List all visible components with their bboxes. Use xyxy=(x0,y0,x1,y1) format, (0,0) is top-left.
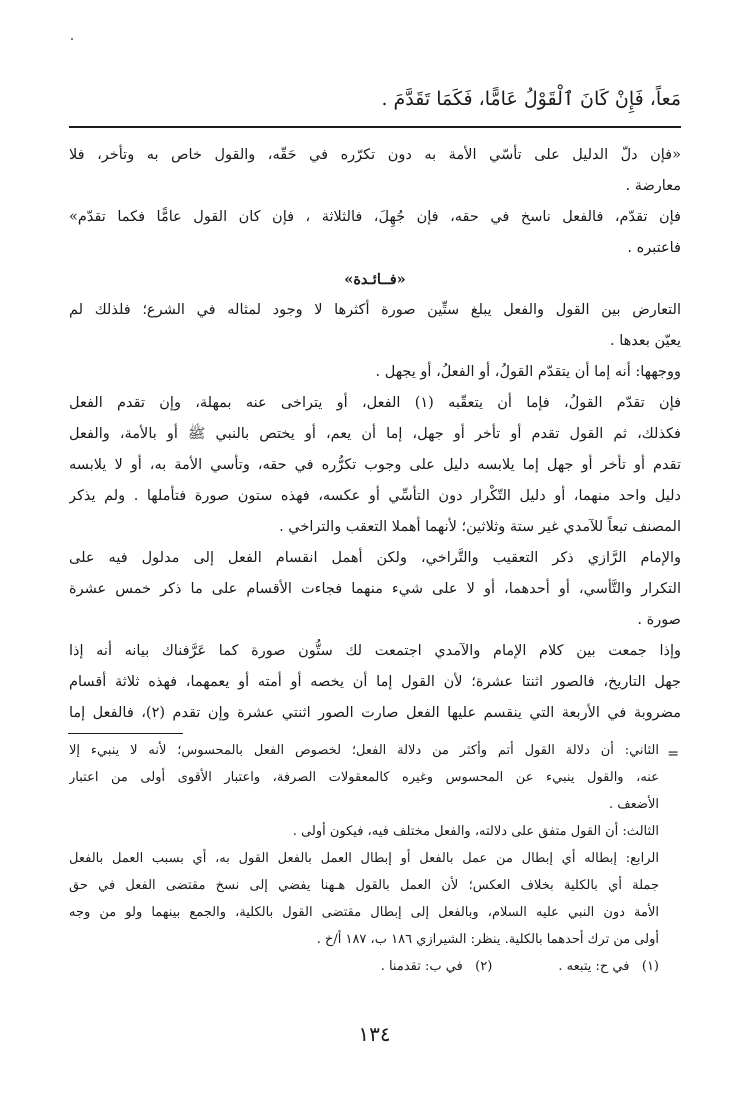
top-separator-rule xyxy=(69,126,681,128)
text-line: تقدم أو تأخر أو جهل إما يلابسه دليل على وجوب تكرُّره في حقه، وتأسي الأمة به، أو لا يلابسه xyxy=(69,457,681,473)
page-number: ١٣٤ xyxy=(358,1022,391,1046)
footnotes xyxy=(69,737,659,980)
text-line: فاعتبره . xyxy=(627,240,681,256)
text-line: التعارض بين القول والفعل يبلغ ستِّين صورة أكثرها لا وجود لمثاله في الشرع؛ فلذلك لم xyxy=(69,302,681,318)
footnote-separator-rule xyxy=(68,733,183,734)
footnote-line: الأمة دون النبي عليه السلام، وبالفعل إلى إبطال مقتضى القول بالكلية، والجمع بينهما ولو من وجه xyxy=(69,905,659,920)
text-line: فكذلك، ثم القول تقدم أو تأخر أو جهل، إما أن يعم، أو يختص بالنبي ﷺ أو بالأمة، والفعل xyxy=(69,426,681,442)
text-line: جهل التاريخ، فالصور اثنتا عشرة؛ لأن القول إما أن يخصه أو أمته أو يعمهما، فهذه ثلاثة أقسام xyxy=(69,674,681,690)
main-text xyxy=(69,140,681,729)
page-top-text: مَعاً، فَإِنْ كَانَ ٱلْقَوْلُ عَامًّا، فَكَمَا تَقَدَّمَ . xyxy=(381,88,681,110)
text-line: وإذا جمعت بين كلام الإمام والآمدي اجتمعت لك ستُّون صورة كما عَرَّفناك بيانه أنه إذا xyxy=(69,643,681,659)
text-line: فإن تقدّم، فالفعل ناسخ في حقه، فإن جُهِلَ، فالثلاثة ، فإن كان القول عامًّا فكما تقدّم» xyxy=(69,209,681,225)
footnote-line: الأضعف . xyxy=(608,797,659,812)
text-line: معارضة . xyxy=(625,178,681,194)
text-line: والإمام الرَّازي ذكر التعقيب والتَّراخي، ولكن أهمل انقسام الفعل إلى مدلول فيه على xyxy=(69,550,681,566)
footnote-line: الرابع: إبطاله أي إبطال من عمل بالفعل أو إبطال العمل بالفعل القول به، أي بسبب العمل بالفعل xyxy=(69,851,659,866)
footnote-line: عنه، والقول ينبيء عن المحسوس وغيره كالمعقولات الصرفة، واعتبار الأقوى أولى من اعتبار xyxy=(69,770,659,785)
footnote-line: الثالث: أن القول متفق على دلالته، والفعل مختلف فيه، فيكون أولى . xyxy=(292,824,659,839)
text-line: «فإن دلّ الدليل على تأسّي الأمة به دون تكرّره في حَقّه، والقول خاص به وتأخر، فلا xyxy=(69,147,681,163)
footnote-line: أولى من ترك أحدهما بالكلية. ينظر: الشيرازي ١٨٦ ب، ١٨٧ أ/خ . xyxy=(316,932,659,947)
text-line: مضروبة في الأربعة التي ينقسم عليها الفعل صارت الصور اثنتي عشرة وإن تقدم (٢)، فالفعل إما xyxy=(69,705,681,721)
footnote-continuation-mark: = xyxy=(667,746,679,762)
text-line: ووجهها: أنه إما أن يتقدّم القولُ، أو الفعلُ، أو يجهل . xyxy=(375,364,681,380)
footnote-line: الثاني: أن دلالة القول أتم وأكثر من دلالة الفعل؛ لخصوص الفعل بالمحسوس؛ لأنه لا ينبيء إلا xyxy=(69,743,659,758)
scan-speck xyxy=(71,38,73,40)
footnote-line: جملة أي بالكلية بخلاف العكس؛ لأن العمل بالقول هـهنا يفضي إلى نسخ مقتضى الفعل في حق xyxy=(69,878,659,893)
text-line: التكرار والتَّأسي، أو أحدهما، أو لا على شيء منهما فجاءت الأقسام على ما ذكر خمس عشرة xyxy=(69,581,681,597)
text-line: دليل واحد منهما، أو دليل التّكْرار دون التأسِّي أو عكسه، فهذه ستون صورة فتأملها . ولم يذكر xyxy=(69,488,681,504)
text-line: فإن تقدّم القولُ، فإما أن يتعقّبه (١) الفعل، أو يتراخى عنه بمهلة، وإن تقدم الفعل xyxy=(69,395,681,411)
footnote-variants: (١) في ح: يتبعه . (٢) في ب: تقدمنا . xyxy=(380,959,659,974)
section-heading: «فــائـدة» xyxy=(344,271,406,288)
text-line: المصنف تبعاً للآمدي غير ستة وثلاثين؛ لأنهما أهملا التعقب والتراخي . xyxy=(279,519,681,535)
text-line: يعيّن بعدها . xyxy=(610,333,681,349)
text-line: صورة . xyxy=(637,612,681,628)
